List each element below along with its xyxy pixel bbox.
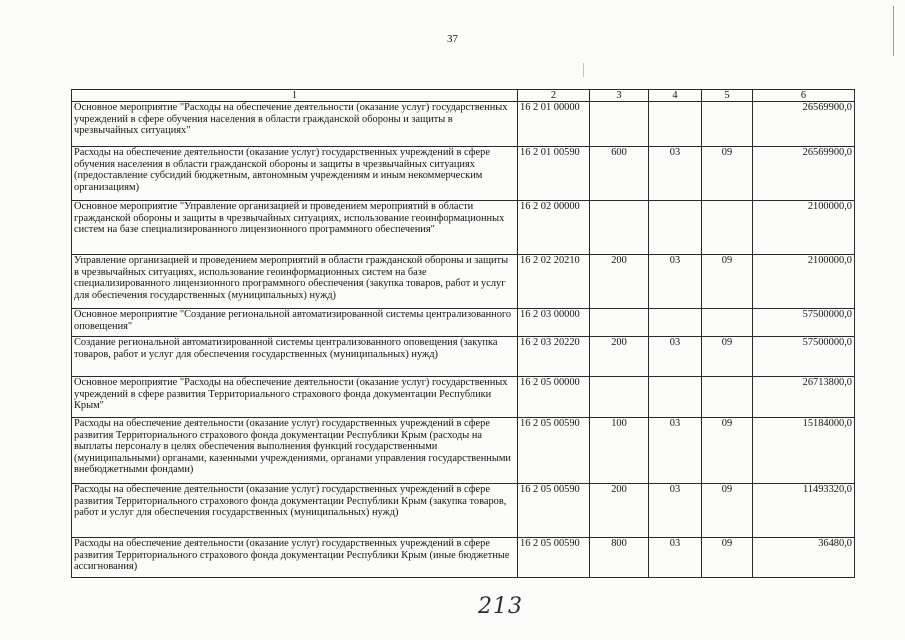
table-row — [72, 337, 855, 377]
column-header-4: 4 — [649, 90, 702, 102]
row-col3 — [590, 377, 649, 418]
row-col3: 100 — [590, 418, 649, 484]
row-code: 16 2 03 20220 — [518, 337, 590, 377]
row-col4: 03 — [649, 255, 702, 309]
row-description: Управление организацией и проведением мероприятий в области гражданской обороны и защиты в чрезвычайных ситуациях, использование геоинформационных систем на базе специализированного лицензионного программного обеспечения (закупка товаров, работ и услуг для обеспечения государственных (муниципальных) нужд) — [72, 255, 518, 309]
row-code: 16 2 01 00000 — [518, 102, 590, 147]
row-col4: 03 — [649, 337, 702, 377]
handwritten-page-note: 213 — [478, 594, 523, 619]
row-col3 — [590, 102, 649, 147]
scan-artifact-line — [583, 63, 584, 77]
row-amount: 26713800,0 — [753, 377, 855, 418]
row-amount: 36480,0 — [753, 538, 855, 578]
row-col5: 09 — [702, 418, 753, 484]
row-code: 16 2 05 00590 — [518, 418, 590, 484]
row-col3: 800 — [590, 538, 649, 578]
row-col5: 09 — [702, 484, 753, 538]
row-description: Расходы на обеспечение деятельности (оказание услуг) государственных учреждений в сфере обучения населения в области гражданской обороны и защиты в чрезвычайных ситуациях (предоставление субсидий бюджетным, автономным учреждениям и иным некоммерческим организациям) — [72, 147, 518, 201]
row-code: 16 2 05 00590 — [518, 538, 590, 578]
row-code: 16 2 02 20210 — [518, 255, 590, 309]
row-col3: 600 — [590, 147, 649, 201]
table-row — [72, 255, 855, 309]
row-description: Расходы на обеспечение деятельности (оказание услуг) государственных учреждений в сфере развития Территориального страхового фонда документации Республики Крым (иные бюджетные ассигнования) — [72, 538, 518, 578]
row-amount: 15184000,0 — [753, 418, 855, 484]
row-col3: 200 — [590, 337, 649, 377]
row-code: 16 2 01 00590 — [518, 147, 590, 201]
table-row — [72, 147, 855, 201]
row-col3: 200 — [590, 255, 649, 309]
table-row — [72, 201, 855, 255]
row-description: Основное мероприятие "Расходы на обеспечение деятельности (оказание услуг) государственных учреждений в сфере обучения населения в области гражданской обороны и защиты в чрезвычайных ситуациях" — [72, 102, 518, 147]
row-code: 16 2 03 00000 — [518, 309, 590, 337]
row-col4: 03 — [649, 538, 702, 578]
row-amount: 26569900,0 — [753, 147, 855, 201]
row-description: Основное мероприятие "Управление организацией и проведением мероприятий в области гражданской обороны и защиты в чрезвычайных ситуациях, использование геоинформационных систем на базе специализированного лицензионного программного обеспечения" — [72, 201, 518, 255]
row-code: 16 2 05 00000 — [518, 377, 590, 418]
table-row — [72, 538, 855, 578]
row-col5 — [702, 377, 753, 418]
row-col5: 09 — [702, 538, 753, 578]
row-description: Основное мероприятие "Расходы на обеспечение деятельности (оказание услуг) государственных учреждений в сфере развития Территориального страхового фонда документации Республики Крым" — [72, 377, 518, 418]
column-header-6: 6 — [753, 90, 855, 102]
row-col3: 200 — [590, 484, 649, 538]
row-col5: 09 — [702, 337, 753, 377]
row-col4: 03 — [649, 484, 702, 538]
row-col5 — [702, 102, 753, 147]
row-col4 — [649, 309, 702, 337]
budget-table — [71, 89, 855, 578]
row-amount: 57500000,0 — [753, 337, 855, 377]
row-col4: 03 — [649, 418, 702, 484]
page-number: 37 — [447, 33, 458, 45]
row-amount: 2100000,0 — [753, 255, 855, 309]
row-col3 — [590, 309, 649, 337]
row-amount: 57500000,0 — [753, 309, 855, 337]
table-row — [72, 418, 855, 484]
column-header-1: 1 — [72, 90, 518, 102]
row-description: Расходы на обеспечение деятельности (оказание услуг) государственных учреждений в сфере развития Территориального страхового фонда документации Республики Крым (расходы на выплаты персоналу в целях обеспечения выполнения функций государственными (муниципальными) органами, казенными учреждениями, органами управления государственными внебюджетными фондами) — [72, 418, 518, 484]
row-description: Расходы на обеспечение деятельности (оказание услуг) государственных учреждений в сфере развития Территориального страхового фонда документации Республики Крым (закупка товаров, работ и услуг для обеспечения государственных (муниципальных) нужд) — [72, 484, 518, 538]
table-header-row — [72, 90, 855, 102]
row-col4 — [649, 102, 702, 147]
row-col4 — [649, 377, 702, 418]
row-code: 16 2 05 00590 — [518, 484, 590, 538]
row-col5 — [702, 201, 753, 255]
row-col3 — [590, 201, 649, 255]
row-col5: 09 — [702, 255, 753, 309]
row-col5: 09 — [702, 147, 753, 201]
row-col4: 03 — [649, 147, 702, 201]
row-col5 — [702, 309, 753, 337]
row-amount: 2100000,0 — [753, 201, 855, 255]
row-description: Создание региональной автоматизированной системы централизованного оповещения (закупка товаров, работ и услуг для обеспечения государственных (муниципальных) нужд) — [72, 337, 518, 377]
table-row — [72, 102, 855, 147]
scan-artifact-line — [893, 6, 894, 56]
row-code: 16 2 02 00000 — [518, 201, 590, 255]
row-amount: 11493320,0 — [753, 484, 855, 538]
column-header-5: 5 — [702, 90, 753, 102]
row-amount: 26569900,0 — [753, 102, 855, 147]
row-description: Основное мероприятие "Создание региональной автоматизированной системы централизованного оповещения" — [72, 309, 518, 337]
row-col4 — [649, 201, 702, 255]
table-row — [72, 377, 855, 418]
table-row — [72, 309, 855, 337]
table-row — [72, 484, 855, 538]
column-header-2: 2 — [518, 90, 590, 102]
column-header-3: 3 — [590, 90, 649, 102]
